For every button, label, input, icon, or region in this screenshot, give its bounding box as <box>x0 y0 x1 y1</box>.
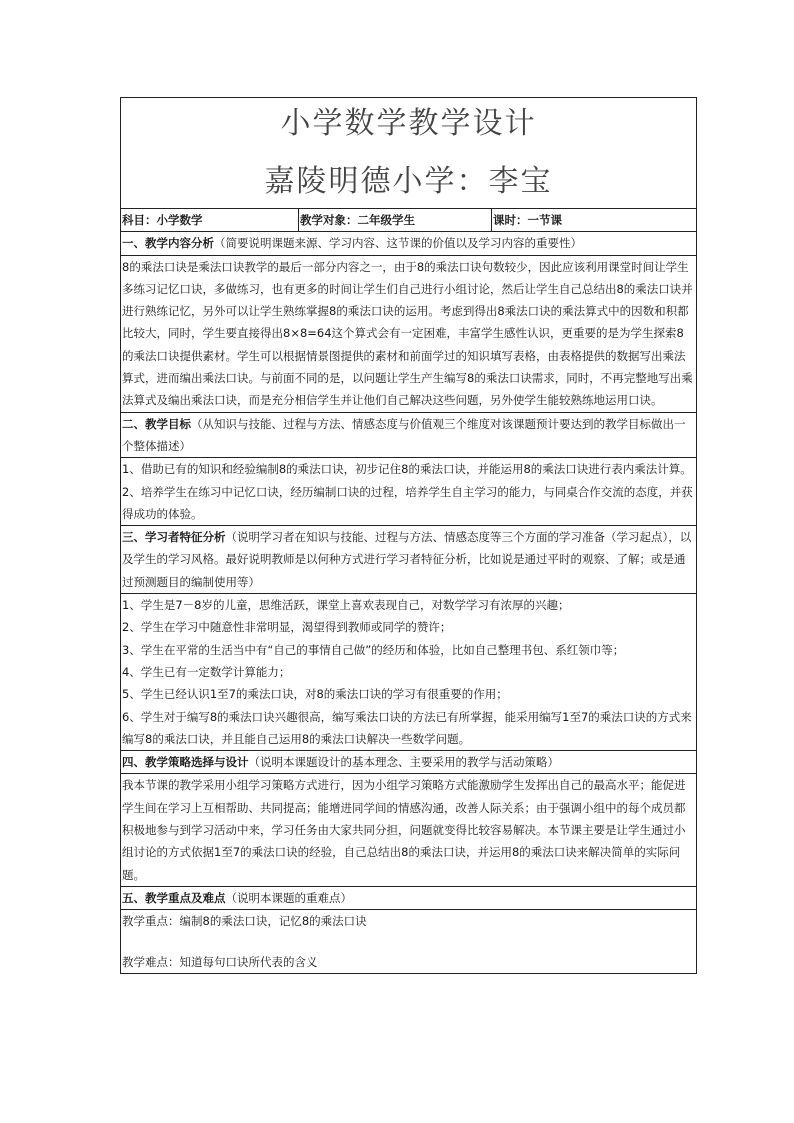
author-line: 嘉陵明德小学：李宝 <box>264 164 553 199</box>
section3-heading-cell <box>121 526 697 594</box>
section1-heading: 一、教学内容分析 <box>122 236 214 251</box>
audience-cell <box>299 209 492 232</box>
section3-heading: 三、学习者特征分析 <box>122 530 226 545</box>
subject-label: 科目：小学数学 <box>122 213 203 227</box>
section1-heading-row <box>121 232 697 255</box>
subject-cell <box>121 209 299 232</box>
section5-body-row <box>121 910 697 974</box>
learner-item: 1、学生是7－8岁的儿童，思维活跃，课堂上喜欢表现自己，对数学学习有浓厚的兴趣； <box>122 598 570 613</box>
section5-heading: 五、教学重点及难点 <box>122 890 226 905</box>
lesson-plan-table <box>120 97 697 974</box>
learner-item: 5、学生已经认识1至7的乘法口诀，对8的乘法口诀的学习有很重要的作用； <box>122 687 508 702</box>
learner-item: 6、学生对于编写8的乘法口诀兴趣很高，编写乘法口诀的方法已有所掌握，能采用编写1至7的乘法口诀的方式来编写8的乘法口诀，并且能自己运用8的乘法口诀解决一些数学问题。 <box>122 709 692 746</box>
section2-body-row <box>121 458 697 526</box>
section5-body-cell <box>121 910 697 974</box>
section2-heading-row <box>121 412 697 458</box>
section2-note: （从知识与技能、过程与方法、情感态度与价值观三个维度对该课题预计要达到的教学目标做出一个整体描述） <box>122 416 686 453</box>
section5-heading-row <box>121 886 697 909</box>
section4-heading-row <box>121 751 697 774</box>
spacer <box>122 933 695 951</box>
audience-label: 教学对象：二年级学生 <box>300 213 415 227</box>
title-row <box>121 98 697 209</box>
section3-note: （说明学习者在知识与技能、过程与方法、情感态度等三个方面的学习准备（学习起点），以及学生的学习风格。最好说明教师是以何种方式进行学习者特征分析，比如说是通过平时的观察、了解；或是通过预测题目的编制使用等） <box>122 530 692 589</box>
section1-note: （简要说明课题来源、学习内容、这节课的价值以及学习内容的重要性） <box>214 236 582 251</box>
section2-heading-cell <box>121 412 697 458</box>
section3-body-cell <box>121 594 697 751</box>
key-point: 教学重点：编制8的乘法口诀，记忆8的乘法口诀 <box>122 914 367 929</box>
section2-heading: 二、教学目标 <box>122 416 191 431</box>
meta-row <box>121 209 697 232</box>
objective-item: 1、借助已有的知识和经验编制8的乘法口诀，初步记住8的乘法口诀，并能运用8的乘法口诀进行表内乘法计算。 <box>122 462 692 477</box>
learner-item: 4、学生已有一定数学计算能力； <box>122 664 291 679</box>
objective-item: 2、培养学生在练习中记忆口诀，经历编制口诀的过程，培养学生自主学习的能力，与同桌合作交流的态度，并获得成功的体验。 <box>122 484 693 521</box>
section3-heading-row <box>121 526 697 594</box>
section5-heading-cell <box>121 886 697 909</box>
section1-body-row <box>121 255 697 412</box>
section1-heading-cell <box>121 232 697 255</box>
section5-note: （说明本课题的重难点） <box>225 890 352 905</box>
title-cell <box>121 98 697 209</box>
section2-body-cell <box>121 458 697 526</box>
section4-note: （说明本课题设计的基本理念、主要采用的教学与活动策略） <box>248 755 559 770</box>
learner-item: 2、学生在学习中随意性非常明显，渴望得到教师或同学的赞许； <box>122 620 452 635</box>
period-cell <box>492 209 697 232</box>
lesson-plan-sheet <box>120 97 696 974</box>
section4-heading-cell <box>121 751 697 774</box>
page-title: 小学数学教学设计 <box>280 106 537 141</box>
section4-body-cell <box>121 774 697 886</box>
section4-body: 我本节课的教学采用小组学习策略方式进行，因为小组学习策略方式能激励学生发挥出自己的最高水平；能促进学生间在学习上互相帮助、共同提高；能增进同学间的情感沟通，改善人际关系；由于强调小组中的每个成员都积极地参与到学习活动中来，学习任务由大家共同分担，问题就变得比较容易解决。本节课主要是让学生通过小组讨论的方式依据1至7的乘法口诀的经验，自己总结出8的乘法口诀，并运用8的乘法口诀来解决简单的实际问题。 <box>122 778 686 882</box>
period-label: 课时：一节课 <box>493 213 562 227</box>
difficult-point: 教学难点：知道每句口诀所代表的含义 <box>122 954 318 969</box>
learner-item: 3、学生在平常的生活当中有“自己的事情自己做”的经历和体验，比如自己整理书包、系红领巾等； <box>122 642 625 657</box>
section1-body: 8的乘法口诀是乘法口诀教学的最后一部分内容之一，由于8的乘法口诀句数较少，因此应该利用课堂时间让学生多练习记忆口诀，多做练习，也有更多的时间让学生们自己进行小组讨论，然后让学生自己总结出8的乘法口诀并进行熟练记忆，另外可以让学生熟练掌握8的乘法口诀的运用。考虑到得出8乘法口诀的乘法算式中的因数和积都比较大，同时，学生要直接得出8×8=64这个算式会有一定困难，丰富学生感性认识，更重要的是为学生探索8的乘法口诀提供素材。学生可以根据情景图提供的素材和前面学过的知识填写表格，由表格提供的数据写出乘法算式，进而编出乘法口诀。与前面不同的是，以问题让学生产生编写8的乘法口诀需求，同时，不再完整地写出乘法算式及编出乘法口诀，而是充分相信学生并让他们自己解决这些问题，另外使学生能较熟练地运用口诀。 <box>122 259 693 408</box>
section4-body-row <box>121 774 697 886</box>
section4-heading: 四、教学策略选择与设计 <box>122 755 249 770</box>
section1-body-cell <box>121 255 697 412</box>
section3-body-row <box>121 594 697 751</box>
